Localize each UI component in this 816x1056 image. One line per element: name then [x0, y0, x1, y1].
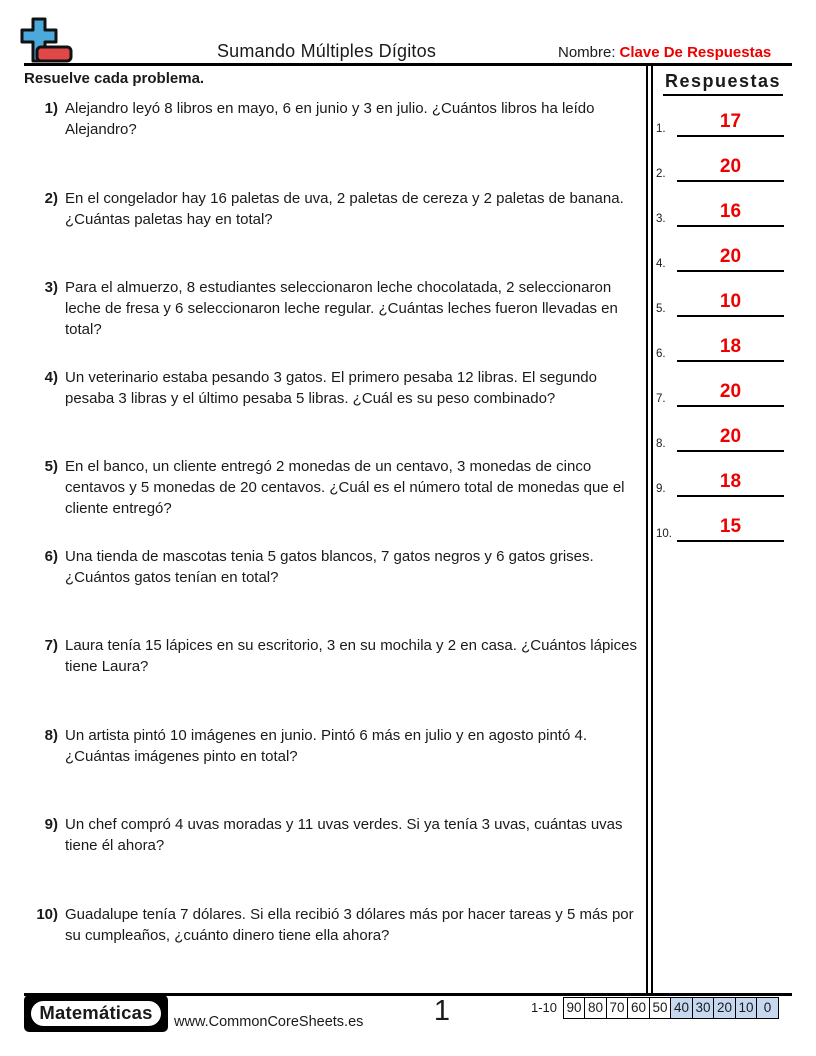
- problem-text: En el banco, un cliente entregó 2 monedas de un centavo, 3 monedas de cinco centavos y 5 monedas de 20 centavos. ¿Cuál es el número total de monedas que el cliente entregó?: [65, 458, 625, 517]
- answer-blank: 15: [677, 517, 784, 542]
- answer-number: 1.: [656, 123, 666, 135]
- answer-row: [654, 497, 792, 542]
- problem-item: [24, 277, 646, 367]
- problem-number: 7): [44, 637, 58, 654]
- website-url: www.CommonCoreSheets.es: [174, 1014, 364, 1030]
- score-table: [531, 996, 779, 1019]
- answer-row: [654, 92, 792, 137]
- score-cell: 80: [584, 997, 607, 1019]
- answer-number: 3.: [656, 213, 666, 225]
- score-cell: 10: [735, 997, 758, 1019]
- answer-blank: 17: [677, 112, 784, 137]
- answer-blank: 20: [677, 247, 784, 272]
- score-cell: 50: [649, 997, 672, 1019]
- answers-title: Respuestas: [663, 71, 783, 96]
- problem-number: 3): [44, 279, 58, 296]
- score-cell: 70: [606, 997, 629, 1019]
- name-label: Nombre:: [558, 44, 616, 61]
- page-title: Sumando Múltiples Dígitos: [216, 41, 437, 61]
- problem-text: Una tienda de mascotas tenia 5 gatos blancos, 7 gatos negros y 6 gatos grises. ¿Cuántos gatos tenían en total?: [65, 547, 594, 586]
- problem-text: Laura tenía 15 lápices en su escritorio, 3 en su mochila y 2 en casa. ¿Cuántos lápices tiene Laura?: [65, 637, 637, 675]
- problem-item: [24, 367, 646, 457]
- problem-text: Un artista pintó 10 imágenes en junio. Pintó 6 más en julio y en agosto pintó 4. ¿Cuántas imágenes pinto en total?: [65, 726, 587, 765]
- answer-blank: 20: [677, 382, 784, 407]
- instruction-text: Resuelve cada problema.: [24, 70, 205, 87]
- score-cell: 90: [563, 997, 586, 1019]
- answer-row: [654, 182, 792, 227]
- answer-row: [654, 272, 792, 317]
- answer-row: [654, 137, 792, 182]
- score-cell: 0: [756, 997, 779, 1019]
- answer-number: 4.: [656, 258, 666, 270]
- problem-text: Para el almuerzo, 8 estudiantes seleccionaron leche chocolatada, 2 seleccionaron leche de fresa y 6 seleccionaron leche regular. ¿Cuántas leches fueron llevadas en total?: [65, 279, 618, 338]
- problem-item: [24, 188, 646, 278]
- problem-number: 5): [44, 458, 58, 475]
- plus-minus-icon: [20, 16, 74, 73]
- problem-item: [24, 635, 646, 725]
- answer-number: 10.: [656, 528, 672, 540]
- problem-item: [24, 546, 646, 636]
- problem-item: [24, 814, 646, 904]
- answer-blank: 16: [677, 202, 784, 227]
- problem-number: 1): [44, 100, 58, 117]
- answer-blank: 20: [677, 427, 784, 452]
- page-number: 1: [433, 995, 451, 1027]
- problem-number: 2): [44, 189, 58, 207]
- score-cell: 30: [692, 997, 715, 1019]
- answer-blank: 18: [677, 337, 784, 362]
- column-divider: [646, 63, 653, 993]
- problem-number: 6): [44, 547, 58, 565]
- problem-text: Un chef compró 4 uvas moradas y 11 uvas verdes. Si ya tenía 3 uvas, cuántas uvas tiene él ahora?: [65, 816, 623, 854]
- answer-number: 7.: [656, 393, 666, 405]
- problem-number: 9): [44, 816, 58, 833]
- answer-row: [654, 227, 792, 272]
- problem-item: [24, 725, 646, 815]
- answer-blank: 18: [677, 472, 784, 497]
- answer-number: 5.: [656, 303, 666, 315]
- answer-row: [654, 317, 792, 362]
- problem-text: Guadalupe tenía 7 dólares. Si ella recibió 3 dólares más por hacer tareas y 5 más por su cumpleaños, ¿cuánto dinero tiene ella ahora?: [65, 905, 634, 944]
- name-area: [558, 44, 771, 61]
- answers-list: [654, 92, 792, 542]
- name-value: Clave De Respuestas: [619, 44, 772, 61]
- problem-text: En el congelador hay 16 paletas de uva, 2 paletas de cereza y 2 paletas de banana. ¿Cuántas paletas hay en total?: [65, 189, 624, 228]
- answer-row: [654, 407, 792, 452]
- problem-number: 4): [44, 368, 58, 386]
- answer-blank: 20: [677, 157, 784, 182]
- logo-text: Matemáticas: [29, 999, 162, 1028]
- answer-number: 8.: [656, 438, 666, 450]
- answer-number: 2.: [656, 168, 666, 180]
- logo-badge: [24, 995, 168, 1032]
- problem-number: 10): [36, 905, 58, 923]
- answer-row: [654, 452, 792, 497]
- problem-text: Alejandro leyó 8 libros en mayo, 6 en junio y 3 en julio. ¿Cuántos libros ha leído Alejandro?: [65, 100, 595, 138]
- answer-row: [654, 362, 792, 407]
- problem-number: 8): [44, 726, 58, 744]
- score-cell: 60: [627, 997, 650, 1019]
- score-range-label: 1-10: [531, 1000, 558, 1015]
- problem-item: [24, 904, 646, 994]
- answer-number: 6.: [656, 348, 666, 360]
- score-cell: 40: [670, 997, 693, 1019]
- header-rule: [24, 63, 792, 66]
- problems-list: [24, 98, 646, 993]
- answer-blank: 10: [677, 292, 784, 317]
- answer-number: 9.: [656, 483, 666, 495]
- problem-item: [24, 456, 646, 546]
- problem-item: [24, 98, 646, 188]
- problem-text: Un veterinario estaba pesando 3 gatos. El primero pesaba 12 libras. El segundo pesaba 3 libras y el último pesaba 5 libras. ¿Cuál es su peso combinado?: [65, 368, 597, 407]
- score-cells: [564, 997, 779, 1019]
- score-cell: 20: [713, 997, 736, 1019]
